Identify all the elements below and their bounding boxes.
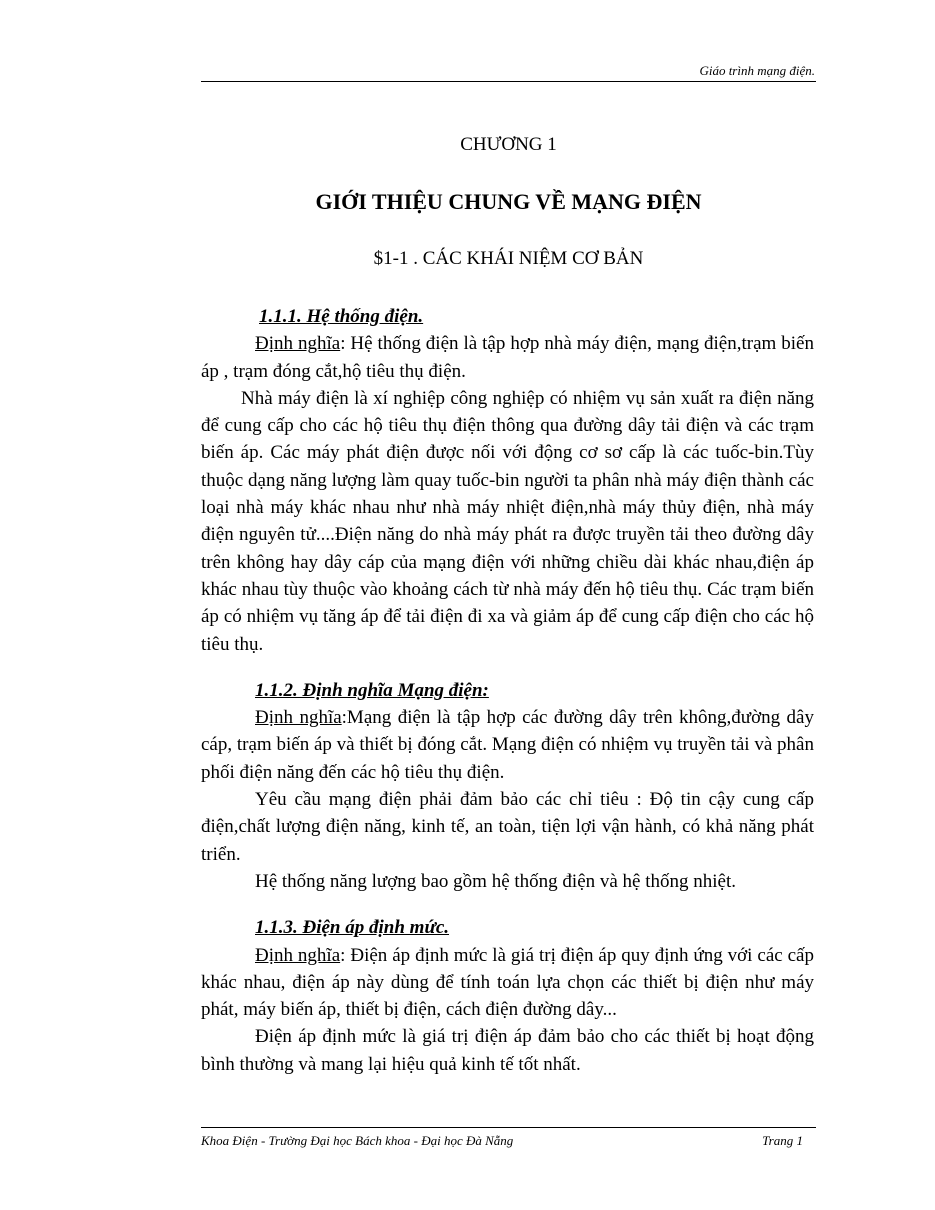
definition-text: : Điện áp định mức là giá trị điện áp quy định ứng với các cấp khác nhau, điện áp này dùng để tính toán lựa chọn các thiết bị điện như máy phát, máy biến áp, thiết bị điện, cách điện đường dây...: [201, 944, 814, 1021]
page-number: Trang 1: [762, 1133, 803, 1148]
paragraph: [201, 330, 814, 385]
heading-1-1-1: 1.1.1. Hệ thống điện.: [259, 306, 424, 327]
footer-institution: Khoa Điện - Trường Đại học Bách khoa - Đại học Đà Nẵng: [201, 1133, 514, 1148]
chapter-title: GIỚI THIỆU CHUNG VỀ MẠNG ĐIỆN: [315, 189, 702, 214]
definition-term: Định nghĩa: [255, 944, 341, 966]
paragraph: Điện áp định mức là giá trị điện áp đảm bảo cho các thiết bị hoạt động bình thường và mang lại hiệu quả kinh tế tốt nhất.: [201, 1026, 814, 1075]
definition-text: : Hệ thống điện là tập hợp nhà máy điện, mạng điện,trạm biến áp , trạm đóng cắt,hộ tiêu thụ điện.: [201, 333, 814, 382]
definition-term: Định nghĩa: [255, 333, 341, 355]
paragraph: [201, 942, 814, 1024]
heading-1-1-2: 1.1.2. Định nghĩa Mạng điện:: [255, 679, 489, 701]
running-header: Giáo trình mạng điện.: [699, 63, 815, 78]
body-text: [201, 303, 814, 1078]
paragraph: Hệ thống năng lượng bao gồm hệ thống điện và hệ thống nhiệt.: [255, 870, 737, 892]
section-title: $1-1 . CÁC KHÁI NIỆM CƠ BẢN: [373, 248, 644, 269]
paragraph: Yêu cầu mạng điện phải đảm bảo các chỉ tiêu : Độ tin cậy cung cấp điện,chất lượng điện năng, kinh tế, an toàn, tiện lợi vận hành, có khả năng phát triển.: [201, 789, 814, 865]
header-rule: [201, 81, 816, 82]
footer-rule: [201, 1127, 816, 1128]
paragraph: [201, 704, 814, 786]
paragraph: Nhà máy điện là xí nghiệp công nghiệp có nhiệm vụ sản xuất ra điện năng để cung cấp cho các hộ tiêu thụ điện thông qua đường dây tải điện và các trạm biến áp. Các máy phát điện được nối với động cơ sơ cấp là các tuốc-bin.Tùy thuộc dạng năng lượng làm quay tuốc-bin người ta phân nhà máy điện thành các loại nhà máy khác nhau như nhà máy nhiệt điện,nhà máy thủy điện, nhà máy điện nguyên tử....Điện năng do nhà máy phát ra được truyền tải theo đường dây trên không hay dây cáp của mạng điện với những chiều dài khác nhau,điện áp khác nhau tùy thuộc vào khoảng cách từ nhà máy đến hộ tiêu thụ. Các trạm biến áp có nhiệm vụ tăng áp để tải điện đi xa và giảm áp để cung cấp điện cho các hộ tiêu thụ.: [201, 387, 814, 655]
definition-term: Định nghĩa: [255, 707, 342, 729]
definition-text: :Mạng điện là tập hợp các đường dây trên không,đường dây cáp, trạm biến áp và thiết bị đóng cắt. Mạng điện có nhiệm vụ truyền tải và phân phối điện năng đến các hộ tiêu thụ điện.: [201, 707, 814, 783]
heading-1-1-3: 1.1.3. Điện áp định mức.: [255, 917, 450, 939]
chapter-label: CHƯƠNG 1: [460, 134, 557, 155]
